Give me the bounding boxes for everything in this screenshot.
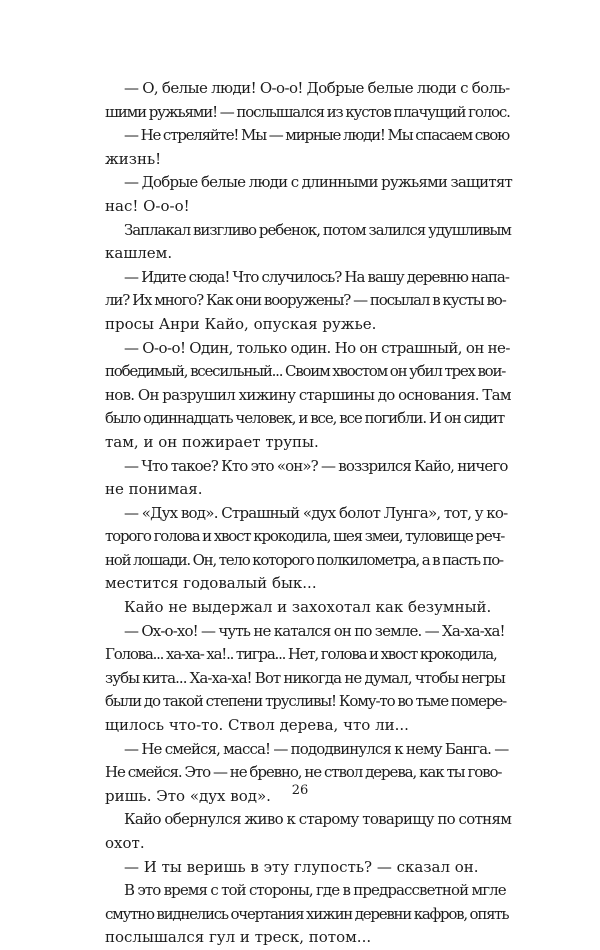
text-line: — И ты веришь в эту глупость? — сказал он. (124, 857, 479, 876)
text-line: Заплакал визгливо ребенок, потом залился удушливым (124, 220, 511, 239)
text-line: нов. Он разрушил хижину старшины до основания. Там (105, 385, 511, 404)
text-line: не понимая. (105, 480, 203, 499)
text-line: ли? Их много? Как они вооружены? — посылал в кусты во- (105, 291, 506, 310)
text-line: щилось что-то. Ствол дерева, что ли... (105, 716, 409, 735)
text-line: — Не смейся, масса! — пододвинулся к нему Банга. — (124, 739, 509, 758)
text-line: местится годовалый бык... (105, 574, 317, 593)
body-text (105, 77, 515, 950)
text-line: нас! О-о-о! (105, 196, 190, 215)
text-line: смутно виднелись очертания хижин деревни кафров, опять (105, 904, 509, 923)
text-line: кашлем. (105, 244, 173, 263)
text-line: Не смейся. Это — не бревно, не ствол дерева, как ты гово- (105, 763, 502, 782)
page-number: 26 (291, 783, 309, 798)
text-line: Голова... ха-ха- ха!.. тигра... Нет, голова и хвост крокодила, (105, 645, 497, 664)
text-line: было одиннадцать человек, и все, все погибли. И он сидит (105, 409, 505, 428)
text-line: Кайо не выдержал и захохотал как безумный. (124, 598, 492, 617)
text-line: охот. (105, 834, 145, 852)
text-line: — «Дух вод». Страшный «дух болот Лунга», тот, у ко- (124, 503, 508, 522)
text-line: — Что такое? Кто это «он»? — воззрился Кайо, ничего (124, 456, 508, 475)
text-line: шими ружьями! — послышался из кустов плачущий голос. (105, 102, 510, 121)
text-line: — Ох-о-хо! — чуть не катался он по земле. — Ха-ха-ха! (124, 621, 505, 640)
text-line: там, и он пожирает трупы. (105, 432, 319, 451)
text-line: были до такой степени трусливы! Кому-то во тьме помере- (105, 692, 507, 711)
text-line: — О, белые люди! О-о-о! Добрые белые люди с боль- (124, 79, 510, 97)
text-line: — Идите сюда! Что случилось? На вашу деревню напа- (124, 267, 509, 286)
text-line: торого голова и хвост крокодила, шея змеи, туловище реч- (105, 527, 505, 546)
text-line: Кайо обернулся живо к старому товарищу по сотням (124, 810, 512, 829)
text-line: — О-о-о! Один, только один. Но он страшный, он не- (124, 338, 510, 357)
text-line: послышался гул и треск, потом... (105, 928, 372, 947)
text-line: — Добрые белые люди с длинными ружьями защитят (124, 173, 513, 192)
text-line: В это время с той стороны, где в предрассветной мгле (124, 881, 506, 900)
text-line: жизнь! (105, 149, 162, 168)
text-line: — Не стреляйте! Мы — мирные люди! Мы спасаем свою (124, 126, 509, 145)
text-line: просы Анри Кайо, опуская ружье. (105, 314, 377, 333)
text-line: победимый, всесильный... Своим хвостом он убил трех вои- (105, 362, 506, 381)
text-line: ной лошади. Он, тело которого полкилометра, а в пасть по- (105, 550, 503, 569)
text-line: зубы кита... Ха-ха-ха! Вот никогда не думал, чтобы негры (105, 668, 505, 687)
text-line: ришь. Это «дух вод». (105, 786, 271, 805)
